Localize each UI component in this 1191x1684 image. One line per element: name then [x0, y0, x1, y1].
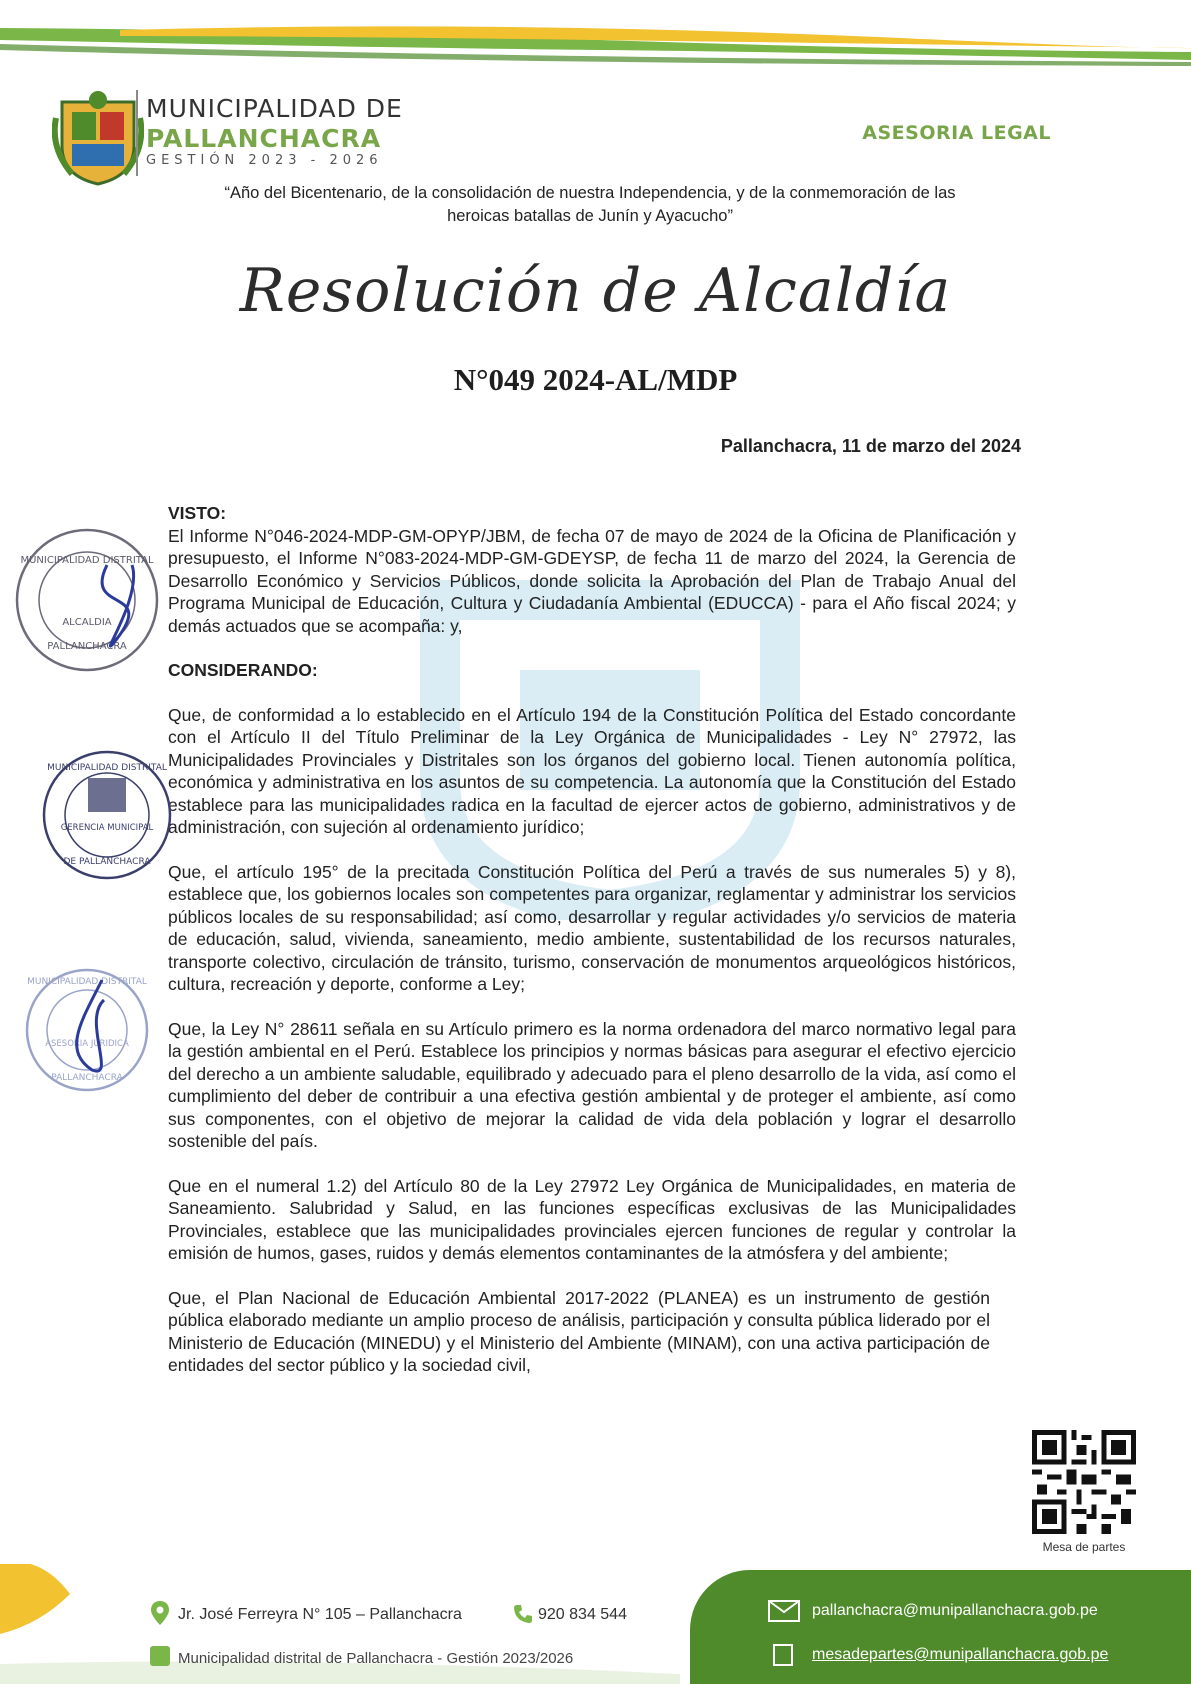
footer-social-text: Municipalidad distrital de Pallanchacra - Gestión 2023/2026	[178, 1650, 574, 1667]
gerencia-seal	[40, 748, 175, 883]
document-body	[168, 502, 1016, 1377]
considerando-heading: CONSIDERANDO:	[168, 660, 318, 680]
signature-mark	[77, 980, 104, 1071]
seal1-mid-text: ALCALDIA	[62, 617, 112, 628]
asesoria-seal	[22, 960, 152, 1100]
phone-icon	[512, 1603, 534, 1625]
seal1-bottom-text: PALLANCHACRA	[47, 641, 127, 652]
qr-code[interactable]	[1032, 1430, 1136, 1534]
document-title: Resolución de Alcaldía	[239, 256, 952, 326]
seal3-top-text: MUNICIPALIDAD DISTRITAL	[27, 977, 147, 987]
location-pin-icon	[150, 1600, 170, 1626]
seal1-top-text: MUNICIPALIDAD DISTRITAL	[20, 555, 154, 566]
header-decorative-band	[0, 0, 1191, 80]
seal2-mid-text: GERENCIA MUNICIPAL	[60, 823, 154, 833]
considerando-paragraph: Que, el artículo 195° de la precitada Constitución Política del Perú a través de sus numerales 5) y 8), establece que, los gobiernos locales son competentes para organizar, reglamentar y administrar los servicios públicos locales de su responsabilidad; así como, desarrollar y regular actividades y/o servicios de materia de educación, salud, vivienda, saneamiento, medio ambiente, sustentabilidad de los recursos naturales, transporte colectivo, circulación de tránsito, turismo, conservación de monumentos arqueológicos históricos, cultura, recreación y deporte, conforme a Ley;	[168, 861, 1016, 994]
considerando-paragraph: Que, de conformidad a lo establecido en el Artículo 194 de la Constitución Política del Estado concordante con el Artículo II del Título Preliminar de la Ley Orgánica de Municipalidades - Ley N° 27972, las Municipalidades Provinciales y Distritales son los órganos del gobierno local. Tienen autonomía política, económica y administrativa en los asuntos de su competencia. La autonomía que la Constitución del Estado establece para las municipalidades radica en la facultad de ejercer actos de gobierno, administrativos y de administración, con sujeción al ordenamiento jurídico;	[168, 704, 1016, 837]
considerando-paragraph: Que en el numeral 1.2) del Artículo 80 de la Ley 27972 Ley Orgánica de Municipalidades, en materia de Saneamiento. Salubridad y Salud, en las funciones específicas exclusivas de las Municipalidades Provinciales, establece que las municipalidades provinciales ejercen funciones de regular y controlar la emisión de humos, gases, ruidos y demás elementos contaminantes de la atmósfera y del ambiente;	[168, 1175, 1016, 1263]
motto-line-2: heroicas batallas de Junín y Ayacucho”	[447, 207, 733, 225]
municipal-logo	[52, 88, 144, 186]
footer-phone[interactable]: 920 834 544	[538, 1606, 627, 1623]
seal3-bottom-text: PALLANCHACRA	[51, 1073, 123, 1083]
seal2-bottom-text: DE PALLANCHACRA	[63, 857, 151, 867]
email-icon	[768, 1600, 800, 1622]
alcaldia-seal	[12, 525, 162, 675]
place-and-date: Pallanchacra, 11 de marzo del 2024	[720, 436, 1021, 456]
motto-line-1: “Año del Bicentenario, de la consolidación de nuestra Independencia, y de la conmemoración de las	[224, 184, 956, 202]
resolution-number: N°049 2024-AL/MDP	[453, 362, 738, 397]
seal3-mid-text: ASESORIA JURIDICA	[45, 1039, 129, 1049]
municipality-name-line2: PALLANCHACRA	[146, 124, 382, 153]
year-motto	[170, 182, 1010, 228]
considerando-paragraph: Que, la Ley N° 28611 señala en su Artículo primero es la norma ordenadora del marco normativo legal para la gestión ambiental en el Perú. Establece los principios y normas básicas para asegurar el efectivo ejercicio del derecho a un ambiente saludable, equilibrado y adecuado para el pleno desarrollo de la vida, así como el cumplimiento del deber de contribuir a una efectiva gestión ambiental y de proteger el ambiente, así como sus componentes, con el objetivo de mejorar la calidad de vida dela población y lograr el desarrollo sostenible del país.	[168, 1018, 1016, 1151]
footer-email-link[interactable]: pallanchacra@munipallanchacra.gob.pe	[812, 1602, 1098, 1619]
seal2-top-text: MUNICIPALIDAD DISTRITAL	[47, 763, 167, 773]
footer-contact-panel	[690, 1570, 1191, 1684]
visto-text: El Informe N°046-2024-MDP-GM-OPYP/JBM, de fecha 07 de mayo de 2024 de la Oficina de Planificación y presupuesto, el Informe N°083-2024-MDP-GM-GDEYSP, de fecha 11 de marzo del 2024, la Gerencia de Desarrollo Económico y Servicios Públicos, donde solicita la Aprobación del Plan de Trabajo Anual del Programa Municipal de Educación, Cultura y Ciudadanía Ambiental (EDUCCA) - para el Año fiscal 2024; y demás actuados que se acompaña: y,	[168, 525, 1016, 636]
office-name: ASESORIA LEGAL	[862, 122, 1051, 144]
footer-email2-link[interactable]: mesadepartes@munipallanchacra.gob.pe	[812, 1646, 1109, 1663]
considerando-paragraph: Que, el Plan Nacional de Educación Ambiental 2017-2022 (PLANEA) es un instrumento de gestión pública elaborado mediante un amplio proceso de análisis, participación y consulta pública liderado por el Ministerio de Educación (MINEDU) y el Ministerio del Ambiente (MINAM), con una activa participación de entidades del sector público y la sociedad civil,	[168, 1287, 990, 1375]
municipality-name-line1: MUNICIPALIDAD DE	[146, 94, 403, 123]
qr-label: Mesa de partes	[1042, 1540, 1126, 1554]
visto-heading: VISTO:	[168, 503, 227, 523]
header-divider	[136, 90, 138, 176]
footer-address: Jr. José Ferreyra N° 105 – Pallanchacra	[178, 1606, 462, 1623]
management-period: GESTIÓN 2023 - 2026	[146, 153, 383, 168]
document-icon	[768, 1644, 800, 1666]
facebook-icon	[150, 1646, 170, 1666]
